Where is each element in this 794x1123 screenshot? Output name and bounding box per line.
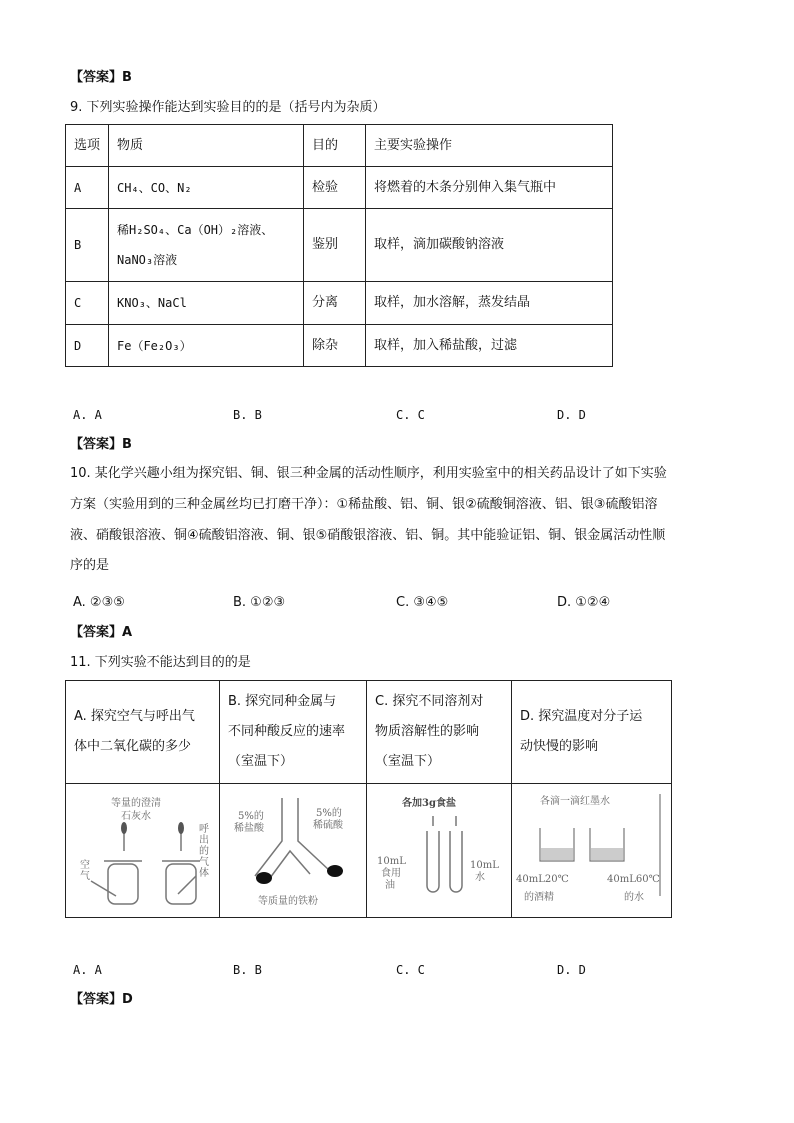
q9-table [65,124,613,367]
figure-label: 40mL20℃ [516,873,569,885]
row-purpose: 分离 [304,282,366,325]
figure-label: 5%的 [316,807,342,819]
row-operation: 将燃着的木条分别伸入集气瓶中 [366,167,613,209]
figure-label: 40mL60℃ [607,873,660,885]
substance-line: 稀H₂SO₄、Ca（OH）₂溶液、 [117,223,274,237]
cell-line: 不同种酸反应的速率 [228,724,346,739]
figure-label: 的酒精 [524,891,554,903]
q11-cell-d [512,681,672,784]
row-purpose: 除杂 [304,325,366,367]
figure-d [512,784,672,918]
row-option: D [66,325,109,367]
q10-line: 液、硝酸银溶液、铜④硫酸铝溶液、铜、银⑤硝酸银溶液、铝、铜。其中能验证铝、铜、银金属活动性顺 [70,528,666,543]
row-operation: 取样，加水溶解，蒸发结晶 [366,282,613,325]
table-row [66,167,613,209]
figure-label: 呼出的气体 [199,823,209,879]
figure-label: 等质量的铁粉 [258,895,318,907]
figure-label: 水 [475,871,485,883]
q10-line: 方案（实验用到的三种金属丝均已打磨干净）：①稀盐酸、铝、铜、银②硫酸铜溶液、铝、银③硫酸铝溶 [70,497,658,512]
figure-label: 油 [385,879,395,891]
table-row [66,209,613,282]
q9-stem: 9. 下列实验操作能达到实验目的的是（括号内为杂质） [70,100,386,115]
figure-label: 的水 [624,891,644,903]
row-purpose: 鉴别 [304,209,366,282]
figure-label: 5%的 [238,810,264,822]
figure-label: 空气 [80,859,90,882]
figure-label: 各加3g食盐 [402,797,456,809]
cell-line: （室温下） [228,754,294,769]
cell-line: 动快慢的影响 [520,739,599,754]
q9-option-b: B. B [233,408,262,422]
figure-label: 10mL [470,859,499,871]
row-substance [109,209,304,282]
q10-answer: 【答案】A [70,625,133,640]
row-substance: KNO₃、NaCl [109,282,304,325]
row-option: B [66,209,109,282]
header-purpose: 目的 [304,125,366,167]
row-purpose: 检验 [304,167,366,209]
cell-line: 物质溶解性的影响 [375,724,480,739]
figure-label: 等量的澄清 [111,797,161,809]
header-substance: 物质 [109,125,304,167]
row-substance: Fe（Fe₂O₃） [109,325,304,367]
q11-table [65,680,672,918]
figure-label: 石灰水 [121,810,151,822]
q11-cell-a [66,681,220,784]
row-operation: 取样，滴加碳酸钠溶液 [366,209,613,282]
table-row [66,282,613,325]
figure-label: 10mL [377,855,406,867]
substance-line: NaNO₃溶液 [117,253,178,267]
q11-answer: 【答案】D [70,992,133,1007]
row-option: C [66,282,109,325]
row-substance: CH₄、CO、N₂ [109,167,304,209]
q11-option-c: C. C [396,963,425,977]
row-option: A [66,167,109,209]
figure-b [220,784,367,918]
figure-label: 稀硫酸 [313,819,343,831]
cell-line: 体中二氧化碳的多少 [74,739,192,754]
q11-option-b: B. B [233,963,262,977]
q9-option-a: A. A [73,408,102,422]
figure-label: 食用 [381,867,401,879]
q11-cell-b [220,681,367,784]
q9-option-d: D. D [557,408,586,422]
q10-line: 序的是 [70,558,110,573]
q11-option-a: A. A [73,963,102,977]
q10-option-b: B. ①②③ [233,595,286,610]
cell-line: A. 探究空气与呼出气 [74,709,195,724]
q11-stem: 11. 下列实验不能达到目的的是 [70,655,251,670]
q10-option-a: A. ②③⑤ [73,595,125,610]
q10-option-d: D. ①②④ [557,595,611,610]
figure-label: 各滴一滴红墨水 [540,795,610,807]
row-operation: 取样，加入稀盐酸，过滤 [366,325,613,367]
cell-line: D. 探究温度对分子运 [520,709,643,724]
q10-option-c: C. ③④⑤ [396,595,449,610]
q9-answer: 【答案】B [70,437,132,452]
answer-8: 【答案】B [70,70,132,85]
cell-line: B. 探究同种金属与 [228,694,337,709]
q11-option-d: D. D [557,963,586,977]
q10-line: 10. 某化学兴趣小组为探究铝、铜、银三种金属的活动性顺序，利用实验室中的相关药品设计了如下实验 [70,466,667,481]
figure-c [367,784,512,918]
figure-a [66,784,220,918]
table-row [66,325,613,367]
figure-label: 稀盐酸 [234,822,264,834]
q9-option-c: C. C [396,408,425,422]
header-operation: 主要实验操作 [366,125,613,167]
header-option: 选项 [66,125,109,167]
cell-line: C. 探究不同溶剂对 [375,694,484,709]
q11-cell-c [367,681,512,784]
cell-line: （室温下） [375,754,441,769]
